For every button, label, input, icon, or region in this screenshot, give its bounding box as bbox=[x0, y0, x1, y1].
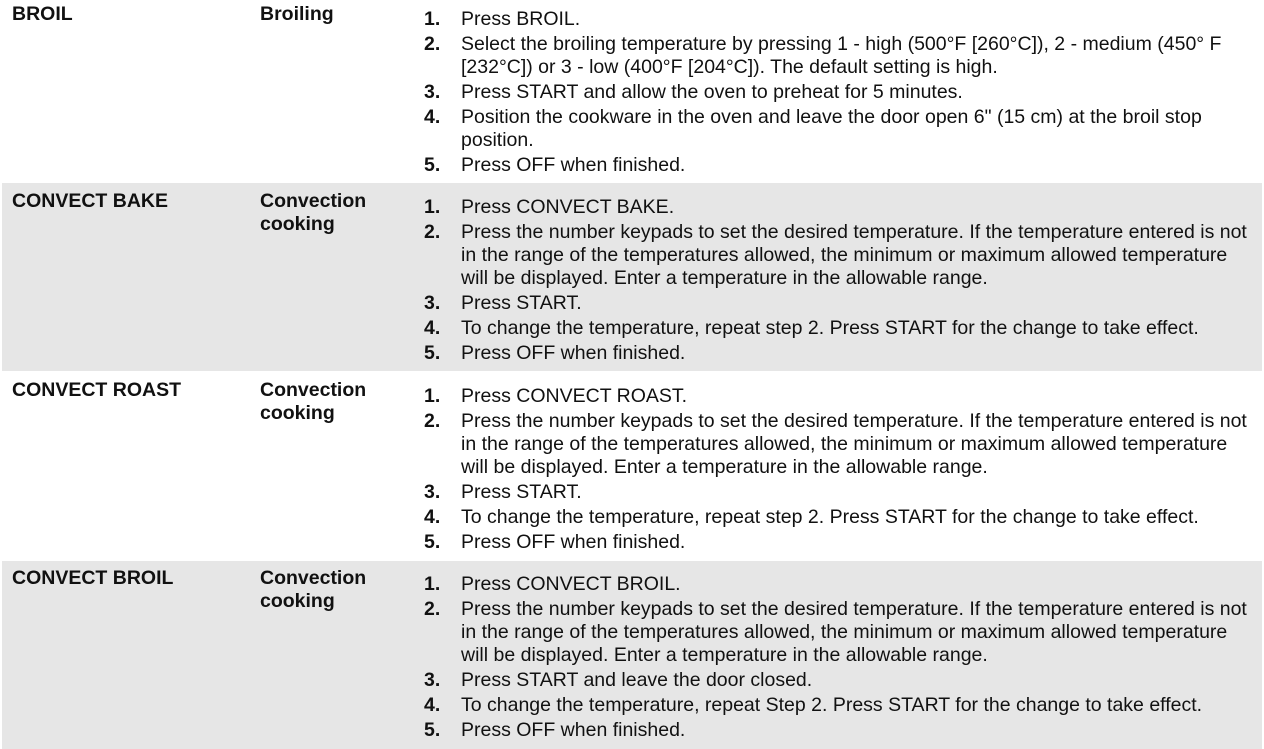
step-item bbox=[424, 573, 1254, 596]
mode-name: BROIL bbox=[12, 3, 73, 25]
step-text: Press START and leave the door closed. bbox=[461, 669, 813, 691]
table-row-convect-broil bbox=[2, 561, 1262, 749]
step-text: Press CONVECT BROIL. bbox=[461, 573, 681, 595]
step-item bbox=[424, 154, 1254, 177]
step-number: 3. bbox=[424, 80, 441, 103]
step-item bbox=[424, 598, 1254, 668]
step-item bbox=[424, 385, 1254, 408]
step-number: 5. bbox=[424, 530, 441, 553]
step-text: Press START and allow the oven to preheat for 5 minutes. bbox=[461, 80, 963, 103]
step-item bbox=[424, 196, 1254, 219]
steps-list bbox=[424, 573, 1254, 743]
step-number: 4. bbox=[424, 316, 441, 339]
step-item bbox=[424, 410, 1254, 480]
step-item bbox=[424, 106, 1254, 152]
step-text: Select the broiling temperature by pressing 1 - high (500°F [260°C]), 2 - medium (450° F [232°C]) or 3 - low (400°F [204°C]). The default setting is high. bbox=[461, 32, 1222, 78]
table-row-convect-bake bbox=[2, 183, 1262, 371]
step-number: 4. bbox=[424, 505, 441, 528]
step-number: 1. bbox=[424, 196, 441, 218]
step-number: 5. bbox=[424, 153, 441, 176]
step-item bbox=[424, 531, 1254, 554]
step-number: 3. bbox=[424, 292, 441, 314]
step-item bbox=[424, 694, 1254, 717]
steps-list bbox=[424, 385, 1254, 555]
step-text: Press CONVECT BAKE. bbox=[461, 196, 675, 218]
step-item bbox=[424, 8, 1254, 31]
step-item bbox=[424, 506, 1254, 529]
step-text: Press the number keypads to set the desired temperature. If the temperature entered is not in the range of the temperatures allowed, the minimum or maximum allowed temperature will be displayed. Enter a temperature in the allowable range. bbox=[461, 597, 1247, 667]
step-text: To change the temperature, repeat Step 2. Press START for the change to take effect. bbox=[461, 693, 1203, 716]
step-item bbox=[424, 292, 1254, 315]
step-number: 3. bbox=[424, 481, 441, 503]
step-text: Press CONVECT ROAST. bbox=[461, 385, 688, 407]
step-number: 4. bbox=[424, 693, 441, 716]
mode-name: CONVECT BROIL bbox=[12, 567, 174, 589]
step-text: To change the temperature, repeat step 2. Press START for the change to take effect. bbox=[461, 316, 1199, 339]
step-item bbox=[424, 719, 1254, 742]
step-text: Press the number keypads to set the desired temperature. If the temperature entered is not in the range of the temperatures allowed, the minimum or maximum allowed temperature will be displayed. Enter a temperature in the allowable range. bbox=[461, 220, 1247, 290]
step-item bbox=[424, 221, 1254, 291]
step-text: Press OFF when finished. bbox=[461, 530, 686, 553]
step-text: Press START. bbox=[461, 292, 582, 314]
step-text: Press the number keypads to set the desired temperature. If the temperature entered is not in the range of the temperatures allowed, the minimum or maximum allowed temperature will be displayed. Enter a temperature in the allowable range. bbox=[461, 409, 1247, 479]
step-item bbox=[424, 33, 1254, 79]
step-number: 2. bbox=[424, 32, 441, 55]
step-item bbox=[424, 81, 1254, 104]
step-text: Press OFF when finished. bbox=[461, 153, 686, 176]
mode-type: Convection cooking bbox=[260, 190, 367, 235]
step-item bbox=[424, 317, 1254, 340]
step-number: 3. bbox=[424, 669, 441, 691]
mode-name: CONVECT ROAST bbox=[12, 379, 182, 401]
step-number: 5. bbox=[424, 718, 441, 741]
step-item bbox=[424, 342, 1254, 365]
mode-type: Convection cooking bbox=[260, 379, 367, 424]
steps-list bbox=[424, 196, 1254, 366]
step-text: Press BROIL. bbox=[461, 8, 581, 30]
step-text: Press OFF when finished. bbox=[461, 718, 686, 741]
steps-list bbox=[424, 8, 1254, 178]
step-item bbox=[424, 669, 1254, 692]
mode-name: CONVECT BAKE bbox=[12, 190, 169, 212]
mode-type: Convection cooking bbox=[260, 567, 367, 612]
step-number: 1. bbox=[424, 573, 441, 595]
step-number: 1. bbox=[424, 8, 441, 30]
table-row-broil bbox=[2, 0, 1262, 183]
step-text: Press OFF when finished. bbox=[461, 341, 686, 364]
step-number: 2. bbox=[424, 409, 441, 432]
step-number: 2. bbox=[424, 597, 441, 620]
mode-type: Broiling bbox=[260, 3, 334, 25]
step-number: 1. bbox=[424, 385, 441, 407]
step-text: Press START. bbox=[461, 481, 582, 503]
step-number: 4. bbox=[424, 105, 441, 128]
table-row-convect-roast bbox=[2, 371, 1262, 561]
step-text: To change the temperature, repeat step 2. Press START for the change to take effect. bbox=[461, 505, 1199, 528]
step-text: Position the cookware in the oven and leave the door open 6" (15 cm) at the broil stop position. bbox=[461, 105, 1202, 151]
step-number: 2. bbox=[424, 220, 441, 243]
step-item bbox=[424, 481, 1254, 504]
step-number: 5. bbox=[424, 341, 441, 364]
